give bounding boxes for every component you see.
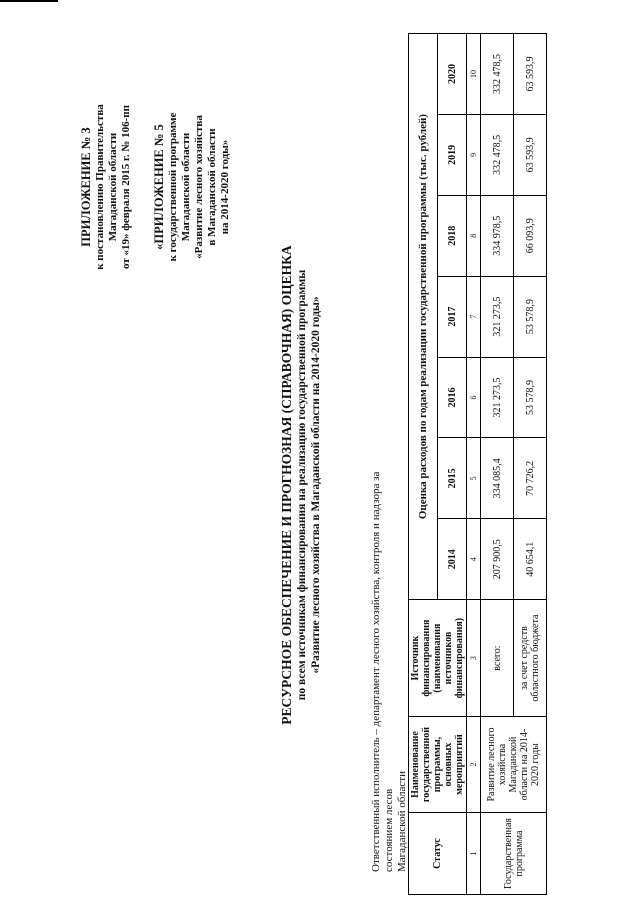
header-year: 2017 <box>438 276 467 357</box>
cell-value: 334 085,4 <box>481 438 514 519</box>
cell-value: 66 093,9 <box>514 195 547 276</box>
header-year: 2018 <box>438 195 467 276</box>
cell-value: 207 900,5 <box>481 519 514 600</box>
appendix-line: Магаданской области <box>180 132 192 242</box>
column-number: 1 <box>467 813 481 895</box>
cell-value: 53 578,9 <box>514 276 547 357</box>
title-line: РЕСУРСНОЕ ОБЕСПЕЧЕНИЕ И ПРОГНОЗНАЯ (СПРАВОЧНАЯ) ОЦЕНКА <box>279 245 294 725</box>
column-number: 7 <box>467 276 481 357</box>
header-name: Наименование государственной программы, основных мероприятий <box>409 717 467 813</box>
cell-source: за счет средств областного бюджета <box>514 600 547 717</box>
cell-value: 63 593,9 <box>514 34 547 115</box>
cell-value: 332 478,5 <box>481 34 514 115</box>
appendix-line: Магаданской области <box>107 132 119 242</box>
appendix-block <box>80 17 232 357</box>
title-line: «Развитие лесного хозяйства в Магаданской области на 2014-2020 годы» <box>310 296 322 674</box>
responsible-line: Ответственный исполнитель – департамент лесного хозяйства, контроля и надзора за состоянием лесов <box>370 471 395 872</box>
header-year: 2014 <box>438 519 467 600</box>
cell-value: 53 578,9 <box>514 357 547 438</box>
cell-value: 321 273,5 <box>481 357 514 438</box>
cell-value: 334 978,5 <box>481 195 514 276</box>
appendix-title: ПРИЛОЖЕНИЕ № 3 <box>79 127 93 247</box>
table-row <box>481 34 514 895</box>
header-estimate: Оценка расходов по годам реализации государственной программы (тыс. рублей) <box>409 34 438 600</box>
document-title <box>278 105 323 865</box>
title-line: по всем источникам финансирования на реализацию государственной программы <box>296 269 308 701</box>
appendix-line: на 2014-2020 годы» <box>219 139 231 235</box>
column-number: 2 <box>467 717 481 813</box>
cell-status: Государственная программа <box>481 813 547 895</box>
appendix-title-2: «ПРИЛОЖЕНИЕ № 5 <box>152 124 166 250</box>
appendix-line: к государственной программе <box>167 112 179 262</box>
cell-name: Развитие лесного хозяйства Магаданской области на 2014-2020 годы <box>481 717 547 813</box>
column-number: 6 <box>467 357 481 438</box>
cell-value: 70 726,2 <box>514 438 547 519</box>
column-number: 5 <box>467 438 481 519</box>
appendix-line: от «19» февраля 2015 г. № 106-пп <box>120 105 132 269</box>
header-year: 2015 <box>438 438 467 519</box>
cell-value: 321 273,5 <box>481 276 514 357</box>
header-year: 2019 <box>438 114 467 195</box>
header-source: Источник финансирования (наименования источников финансирования) <box>409 600 467 717</box>
column-number: 8 <box>467 195 481 276</box>
column-number: 10 <box>467 34 481 115</box>
header-year: 2016 <box>438 357 467 438</box>
resource-table <box>408 33 547 895</box>
column-number-row <box>467 34 481 895</box>
column-number: 9 <box>467 114 481 195</box>
cell-value: 63 593,9 <box>514 114 547 195</box>
appendix-line: «Развитие лесного хозяйства <box>193 115 205 259</box>
column-number: 3 <box>467 600 481 717</box>
cell-value: 40 654,1 <box>514 519 547 600</box>
column-number: 4 <box>467 519 481 600</box>
appendix-line: к постановлению Правительства <box>94 104 106 270</box>
header-status: Статус <box>409 813 467 895</box>
responsible-line: Магаданской области <box>396 771 408 872</box>
responsible-executor <box>370 452 409 872</box>
header-year: 2020 <box>438 34 467 115</box>
cell-value: 332 478,5 <box>481 114 514 195</box>
cell-source: всего: <box>481 600 514 717</box>
appendix-line: в Магаданской области <box>206 128 218 246</box>
